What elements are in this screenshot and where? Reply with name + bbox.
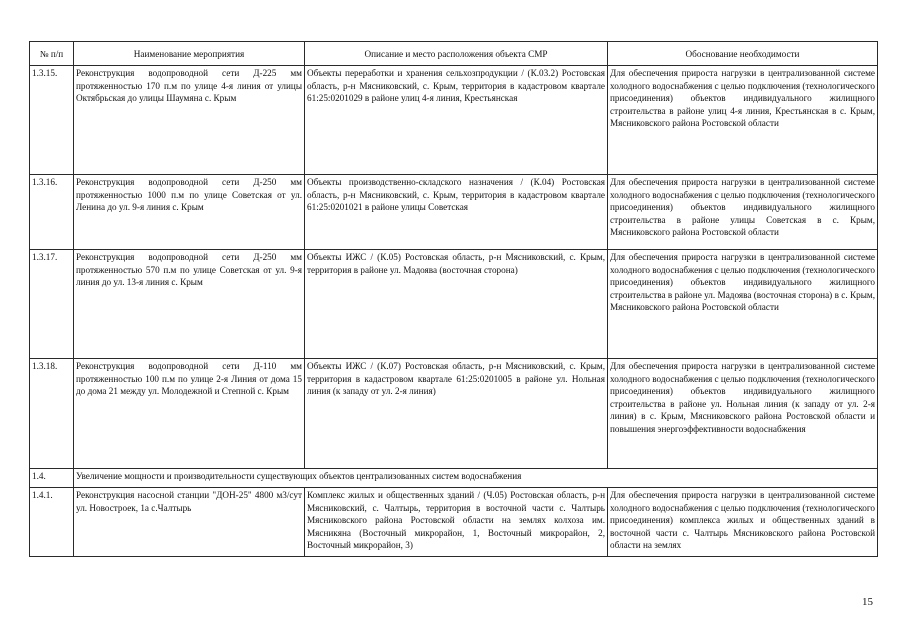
works-table <box>29 41 878 557</box>
table-header-row <box>30 42 878 66</box>
row-justification: Для обеспечения прироста нагрузки в централизованной системе холодного водоснабжения с целью подключения (технологического присоединения) объектов индивидуального жилищного строительства в районе ул. Мадоява (восточная сторона) в с. Крым, Мясниковского района Ростовской области <box>608 250 878 359</box>
table-row <box>30 488 878 557</box>
row-description: Объекты производственно-складского назначения / (К.04) Ростовская область, р-н Мясниковский, с. Крым, территория в кадастровом квартале 61:25:0201021 в районе улицы Советская <box>305 175 608 250</box>
table-row <box>30 66 878 175</box>
row-name: Реконструкция водопроводной сети Д-110 мм протяженностью 100 п.м по улице 2-я Линия от дома 15 до дома 21 между ул. Молодежной и Степной с. Крым <box>74 359 305 469</box>
row-num: 1.3.17. <box>30 250 74 359</box>
row-justification: Для обеспечения прироста нагрузки в централизованной системе холодного водоснабжения с целью подключения (технологического присоединения) объектов индивидуального жилищного строительства в районе улиц 4-я линия, Крестьянская в с. Крым, Мясниковского района Ростовской области <box>608 66 878 175</box>
row-description: Объекты ИЖС / (К.07) Ростовская область, р-н Мясниковский, с. Крым, территория в кадастровом квартале 61:25:0201005 в районе ул. Нольная линия (к западу от ул. 2-я линия) <box>305 359 608 469</box>
row-name: Реконструкция водопроводной сети Д-225 мм протяженностью 170 п.м по улице 4-я линия от улицы Октябрьская до улицы Шаумяна с. Крым <box>74 66 305 175</box>
row-justification: Для обеспечения прироста нагрузки в централизованной системе холодного водоснабжения с целью подключения (технологического присоединения) комплекса жилых и общественных зданий в восточной части с. Чалтырь Мясниковского района Ростовской области на землях <box>608 488 878 557</box>
table-row <box>30 175 878 250</box>
table-row <box>30 250 878 359</box>
works-table-container <box>29 41 877 557</box>
header-justification: Обоснование необходимости <box>608 42 878 66</box>
header-num: № п/п <box>30 42 74 66</box>
row-name: Реконструкция насосной станции "ДОН-25" 4800 м3/сут ул. Новостроек, 1а с.Чалтырь <box>74 488 305 557</box>
section-num: 1.4. <box>30 469 74 488</box>
table-row <box>30 359 878 469</box>
section-row <box>30 469 878 488</box>
row-num: 1.3.18. <box>30 359 74 469</box>
row-description: Объекты переработки и хранения сельхозпродукции / (К.03.2) Ростовская область, р-н Мясниковский, с. Крым, территория в кадастровом квартале 61:25:0201029 в районе улиц 4-я линия, Крестьянская <box>305 66 608 175</box>
page-number: 15 <box>862 596 873 608</box>
row-num: 1.3.15. <box>30 66 74 175</box>
row-description: Комплекс жилых и общественных зданий / (Ч.05) Ростовская область, р-н Мясниковский, с. Чалтырь, территория в восточной части с. Чалтырь Мясниковского района Ростовской области на землях колхоза им. Мясникяна (Восточный микрорайон, 1, Восточный микрорайон, 2, Восточный микрорайон, 3) <box>305 488 608 557</box>
row-justification: Для обеспечения прироста нагрузки в централизованной системе холодного водоснабжения с целью подключения (технологического присоединения) объектов индивидуального жилищного строительства в районе улицы Советская в с. Крым, Мясниковского района Ростовской области <box>608 175 878 250</box>
header-name: Наименование мероприятия <box>74 42 305 66</box>
row-name: Реконструкция водопроводной сети Д-250 мм протяженностью 570 п.м по улице Советская от ул. 9-я линия до ул. 13-я линия с. Крым <box>74 250 305 359</box>
row-num: 1.4.1. <box>30 488 74 557</box>
section-title: Увеличение мощности и производительности существующих объектов централизованных систем водоснабжения <box>74 469 878 488</box>
header-description: Описание и место расположения объекта СМР <box>305 42 608 66</box>
row-justification: Для обеспечения прироста нагрузки в централизованной системе холодного водоснабжения с целью подключения (технологического присоединения) объектов индивидуального жилищного строительства в районе ул. Нольная линия (к западу от ул. 2-я линия) в с. Крым, Мясниковского района Ростовской области и повышения энергоэффективности водоснабжения <box>608 359 878 469</box>
row-description: Объекты ИЖС / (К.05) Ростовская область, р-н Мясниковский, с. Крым, территория в районе ул. Мадоява (восточная сторона) <box>305 250 608 359</box>
row-name: Реконструкция водопроводной сети Д-250 мм протяженностью 1000 п.м по улице Советская от ул. Ленина до ул. 9-я линия с. Крым <box>74 175 305 250</box>
row-num: 1.3.16. <box>30 175 74 250</box>
